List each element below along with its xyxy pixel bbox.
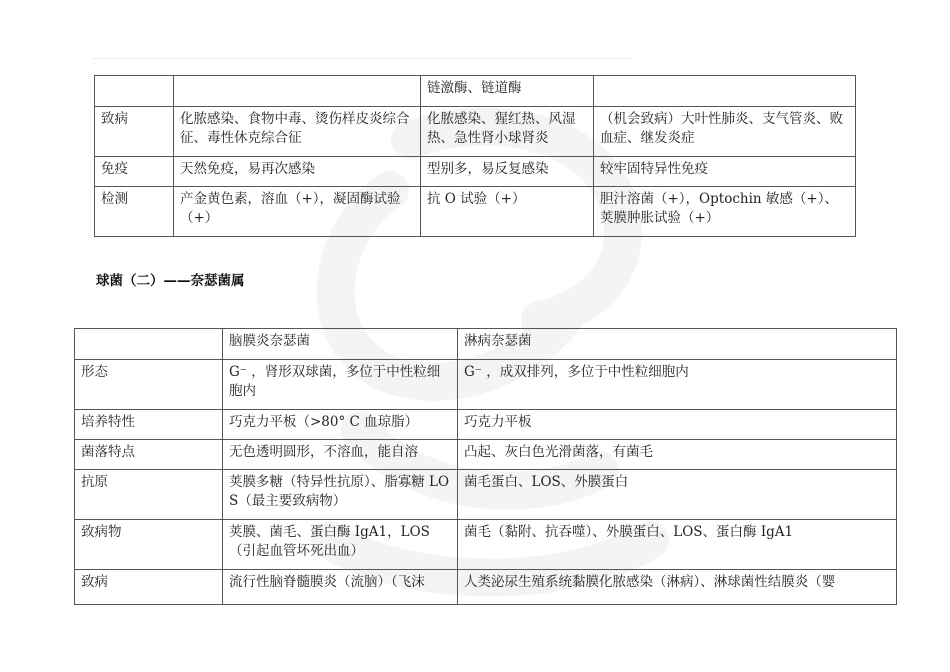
table-row	[95, 157, 856, 187]
table-cell	[95, 76, 174, 107]
table-cell: 型别多，易反复感染	[421, 157, 594, 187]
table-row	[75, 410, 897, 440]
table-row	[75, 360, 897, 410]
table-cell: 巧克力平板	[458, 410, 897, 440]
table-cell: 凸起、灰白色光滑菌落，有菌毛	[458, 440, 897, 470]
table-cell: 流行性脑脊髓膜炎（流脑）（飞沫	[223, 570, 458, 605]
table-cell: G⁻ ，肾形双球菌，多位于中性粒细胞内	[223, 360, 458, 410]
row-header: 致病	[95, 107, 174, 157]
row-header: 菌落特点	[75, 440, 223, 470]
table-cell: 化脓感染、猩红热、风湿热、急性肾小球肾炎	[421, 107, 594, 157]
table-cell: （机会致病）大叶性肺炎、支气管炎、败血症、继发炎症	[594, 107, 856, 157]
row-header: 免疫	[95, 157, 174, 187]
table-row	[75, 470, 897, 520]
table-cell: 较牢固特异性免疫	[594, 157, 856, 187]
row-header: 抗原	[75, 470, 223, 520]
column-header: 淋病奈瑟菌	[458, 329, 897, 360]
table-row	[95, 187, 856, 237]
table-row	[75, 520, 897, 570]
table-cell: 无色透明圆形，不溶血，能自溶	[223, 440, 458, 470]
row-header: 致病	[75, 570, 223, 605]
row-header: 形态	[75, 360, 223, 410]
table-row	[95, 107, 856, 157]
table-row	[75, 440, 897, 470]
table-cell: 天然免疫，易再次感染	[174, 157, 421, 187]
table-cell: 荚膜、菌毛、蛋白酶 IgA1，LOS（引起血管坏死出血）	[223, 520, 458, 570]
table-cell: 抗 O 试验（+）	[421, 187, 594, 237]
table-cell	[75, 329, 223, 360]
top-divider	[92, 58, 632, 59]
table-row	[75, 329, 897, 360]
table-cell: 菌毛蛋白、LOS、外膜蛋白	[458, 470, 897, 520]
table-cell: 链激酶、链道酶	[421, 76, 594, 107]
row-header: 致病物	[75, 520, 223, 570]
table-cell: 巧克力平板（>80° C 血琼脂）	[223, 410, 458, 440]
table-cell: 胆汁溶菌（+），Optochin 敏感（+）、荚膜肿胀试验（+）	[594, 187, 856, 237]
table-neisseria	[74, 328, 897, 605]
table-staphylococcus-streptococcus	[94, 75, 856, 237]
row-header: 培养特性	[75, 410, 223, 440]
row-header: 检测	[95, 187, 174, 237]
table-row	[75, 570, 897, 605]
table-cell	[594, 76, 856, 107]
table-cell: 人类泌尿生殖系统黏膜化脓感染（淋病）、淋球菌性结膜炎（婴	[458, 570, 897, 605]
section-heading: 球菌（二）——奈瑟菌属	[96, 273, 245, 289]
table-cell: 菌毛（黏附、抗吞噬）、外膜蛋白、LOS、蛋白酶 IgA1	[458, 520, 897, 570]
column-header: 脑膜炎奈瑟菌	[223, 329, 458, 360]
table-cell	[174, 76, 421, 107]
table-cell: 化脓感染、食物中毒、烫伤样皮炎综合征、毒性休克综合征	[174, 107, 421, 157]
table-cell: G⁻ ，成双排列，多位于中性粒细胞内	[458, 360, 897, 410]
table-cell: 产金黄色素，溶血（+），凝固酶试验（+）	[174, 187, 421, 237]
table-row	[95, 76, 856, 107]
table-cell: 荚膜多糖（特异性抗原）、脂寡糖 LOS（最主要致病物）	[223, 470, 458, 520]
